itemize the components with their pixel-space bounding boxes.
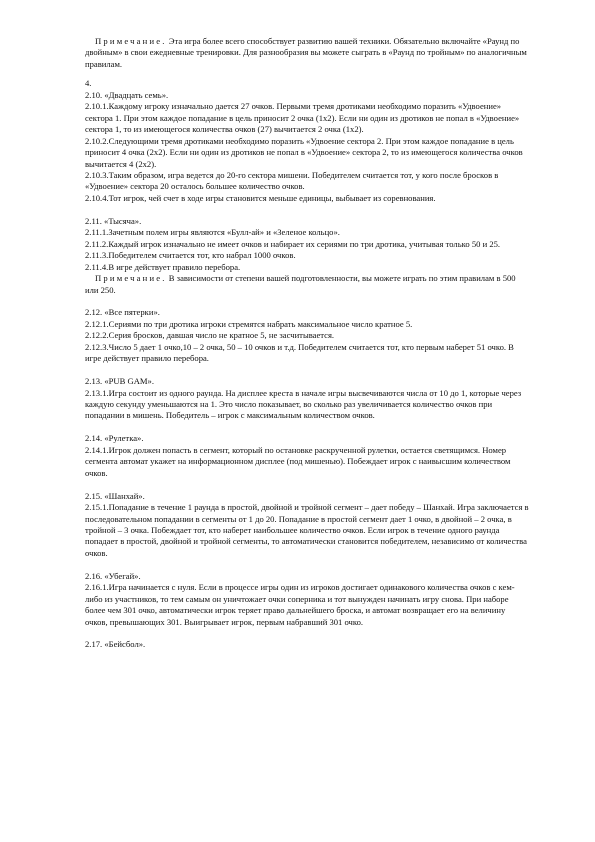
- document-page: [85, 36, 530, 651]
- paragraph-2-11-2: 2.11.2.Каждый игрок изначально не имеет очков и набирает их сериями по три дротика, учитывая только 50 и 25.: [85, 238, 501, 249]
- paragraph-2-11-4: 2.11.4.В игре действует правило перебора.: [85, 261, 241, 272]
- section-title-2-15: 2.15. «Шанхай».: [85, 490, 145, 501]
- note-text: В зависимости от степени вашей подготовленности, вы можете играть по этим правилам в 500 или 250.: [85, 273, 516, 295]
- section-title-2-13: 2.13. «PUB GAM».: [85, 376, 154, 387]
- paragraph-2-10-1: 2.10.1.Каждому игроку изначально дается 27 очков. Первыми тремя дротиками необходимо поразить «Удвоение» сектора 1. При этом каждое попадание в цель приносит 2 очка (1x2). Если ни один из дротиков не попал в «Удвоение» сектора 1, то из имеющегося количества очков (27) вычитается 2 очка (1x2).: [85, 101, 520, 135]
- spacer: [85, 479, 530, 490]
- spacer: [85, 422, 530, 433]
- paragraph-2-13-1: 2.13.1.Игра состоит из одного раунда. На дисплее креста в начале игры высвечиваются числа от 10 до 1, которые через каждую секунду уменьшаются на 1. Это число показывает, во сколько раз увеличивается количество очков при попадании в мишень. Победитель – игрок с максимальным количеством очков.: [85, 387, 522, 421]
- section-title-2-12: 2.12. «Все пятерки».: [85, 307, 160, 318]
- page-number: 4.: [85, 78, 92, 89]
- paragraph-2-15-1: 2.15.1.Попадание в течение 1 раунда в простой, двойной и тройной сегмент – дает победу – Шанхай. Игра заключается в последовательном попадании в сегменты от 1 до 20. Попадание в простой сегмент дает 1 очко, в двойной – 2 очка, в тройной – 3 очка. Побеждает тот, кто наберет наибольшее количество очков. Если игрок в течение одного раунда попадает в простой, двойной и тройной сегменты, то автоматически становится победителем, независимо от количества очков.: [85, 502, 529, 558]
- section-title-2-14: 2.14. «Рулетка».: [85, 433, 144, 444]
- spacer: [85, 365, 530, 376]
- paragraph-2-10-4: 2.10.4.Тот игрок, чей счет в ходе игры становится меньше единицы, выбывает из соревнования.: [85, 192, 436, 203]
- intro-note-text: Эта игра более всего способствует развитию вашей техники. Обязательно включайте «Раунд по двойным» в свои ежедневные тренировки. Для разнообразия вы можете сыграть в «Раунд по тройным» по аналогичным правилам.: [85, 36, 527, 69]
- paragraph-2-11-3: 2.11.3.Победителем считается тот, кто набрал 1000 очков.: [85, 250, 296, 261]
- section-title-2-16: 2.16. «Убегай».: [85, 570, 141, 581]
- intro-note-label: Примечание.: [95, 36, 167, 46]
- paragraph-2-14-1: 2.14.1.Игрок должен попасть в сегмент, который по остановке раскрученной рулетки, остается светящимся. Номер сегмента автомат укажет на информационном дисплее (под мишенью). Побеждает игрок с наивысшим количеством очков.: [85, 444, 511, 478]
- spacer: [85, 296, 530, 307]
- paragraph-2-12-1: 2.12.1.Сериями по три дротика игроки стремятся набрать максимальное число кратное 5.: [85, 318, 413, 329]
- spacer: [85, 628, 530, 639]
- section-title-2-17: 2.17. «Бейсбол».: [85, 639, 146, 650]
- paragraph-2-16-1: 2.16.1.Игра начинается с нуля. Если в процессе игры один из игроков достигает одинакового количества очков с кем-либо из участников, то тем самым он уничтожает очки соперника и тот вынужден начинать игру снова. При наборе более чем 301 очко, автоматически игрок теряет право дальнейшего броска, и автомат возвращает его на величину очков, превышающих 301. Выигрывает игрок, первым набравший 301 очко.: [85, 582, 515, 627]
- note-label: Примечание.: [95, 273, 167, 284]
- paragraph-2-11-1: 2.11.1.Зачетным полем игры являются «Булл-ай» и «Зеленое кольцо».: [85, 227, 340, 238]
- spacer: [85, 204, 530, 215]
- intro-paragraph: [85, 36, 530, 70]
- paragraph-2-12-3: 2.12.3.Число 5 дает 1 очко,10 – 2 очка, 50 – 10 очков и т.д. Победителем считается тот, кто первым наберет 51 очко. В игре действует правило перебора.: [85, 341, 514, 364]
- paragraph-2-12-2: 2.12.2.Серия бросков, давшая число не кратное 5, не засчитывается.: [85, 330, 335, 341]
- section-title-2-11: 2.11. «Тысяча».: [85, 215, 142, 226]
- paragraph-2-10-2: 2.10.2.Следующими тремя дротиками необходимо поразить «Удвоение сектора 2. При этом каждое попадание в цель приносит 4 очка (2x2). Если ни один из дротиков не попал в «Удвоение» сектора 2, то из имеющегося количества очков вычитается 4 (2x2).: [85, 135, 523, 169]
- section-title-2-10: 2.10. «Двадцать семь».: [85, 89, 169, 100]
- note-2-11: [85, 273, 530, 296]
- spacer: [85, 559, 530, 570]
- paragraph-2-10-3: 2.10.3.Таким образом, игра ведется до 20-го сектора мишени. Победителем считается тот, у кого после бросков в «Удвоение» сектора 20 осталось большее количество очков.: [85, 169, 499, 192]
